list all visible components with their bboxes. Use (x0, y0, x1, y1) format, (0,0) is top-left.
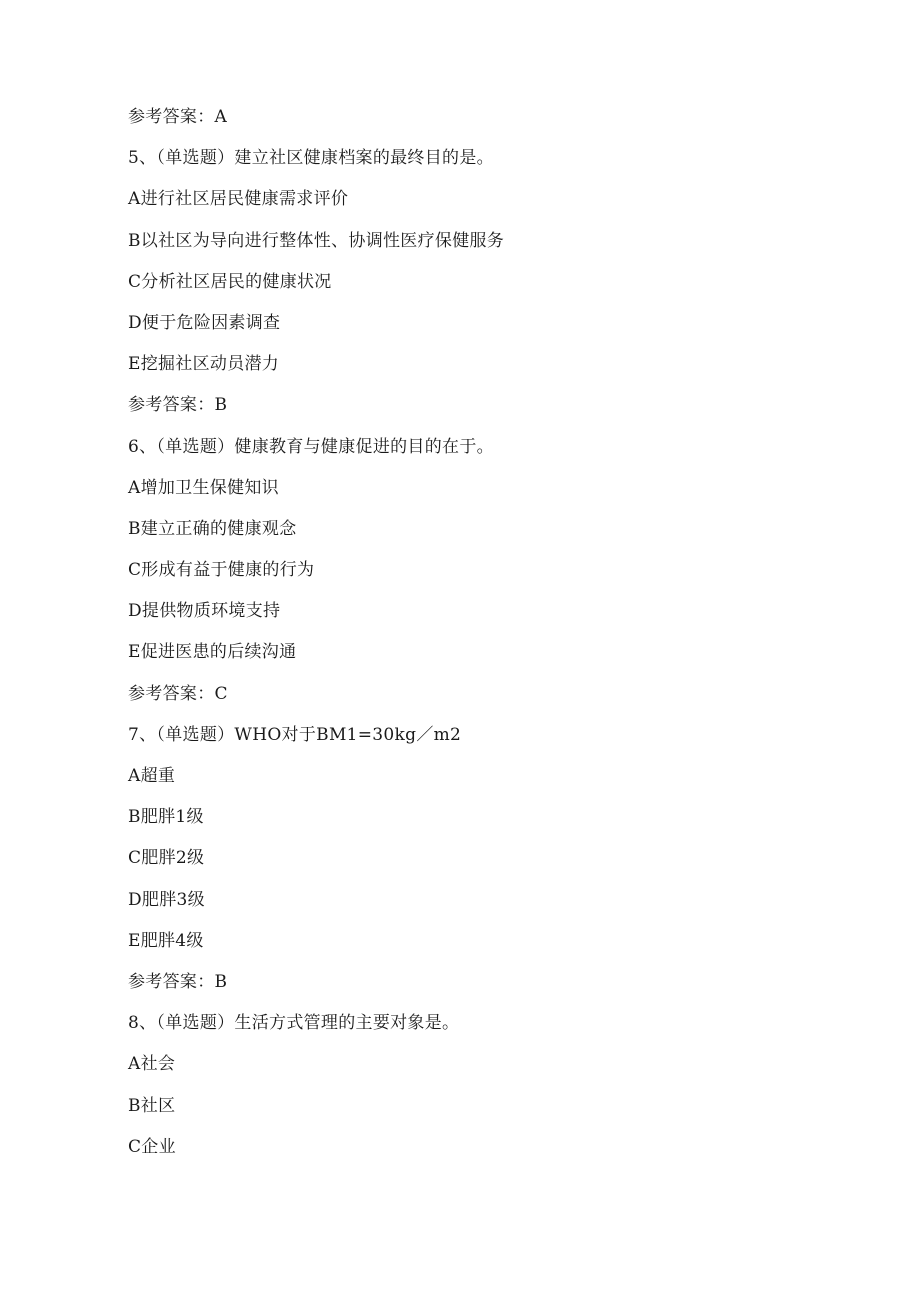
option-line: C肥胖2级 (128, 848, 205, 869)
answer-line: 参考答案：A (128, 107, 228, 127)
option-line: B建立正确的健康观念 (128, 518, 297, 539)
answer-line: 参考答案：B (128, 971, 228, 992)
question-line: 7、（单选题）WHO对于BM1=30kg／m2 (128, 724, 462, 745)
option-line: E肥胖4级 (128, 930, 204, 951)
option-line: D提供物质环境支持 (128, 601, 281, 622)
question-line: 8、（单选题）生活方式管理的主要对象是。 (128, 1013, 460, 1034)
option-line: C企业 (128, 1136, 176, 1157)
question-line: 5、（单选题）建立社区健康档案的最终目的是。 (128, 148, 494, 169)
option-line: E促进医患的后续沟通 (128, 642, 297, 663)
question-line: 6、（单选题）健康教育与健康促进的目的在于。 (128, 436, 494, 457)
option-line: D便于危险因素调查 (128, 312, 281, 333)
option-line: B以社区为导向进行整体性、协调性医疗保健服务 (128, 230, 505, 251)
option-line: A进行社区居民健康需求评价 (128, 189, 349, 210)
option-line: A社会 (128, 1054, 176, 1075)
option-line: B社区 (128, 1095, 176, 1116)
option-line: A超重 (128, 766, 176, 786)
answer-line: 参考答案：B (128, 395, 228, 416)
option-line: A增加卫生保健知识 (128, 477, 279, 498)
option-line: C形成有益于健康的行为 (128, 560, 315, 581)
option-line: B肥胖1级 (128, 807, 204, 828)
option-line: D肥胖3级 (128, 889, 205, 910)
option-line: E挖掘社区动员潜力 (128, 354, 280, 375)
answer-line: 参考答案：C (128, 683, 228, 704)
document-page (128, 103, 808, 1174)
option-line: C分析社区居民的健康状况 (128, 271, 332, 292)
